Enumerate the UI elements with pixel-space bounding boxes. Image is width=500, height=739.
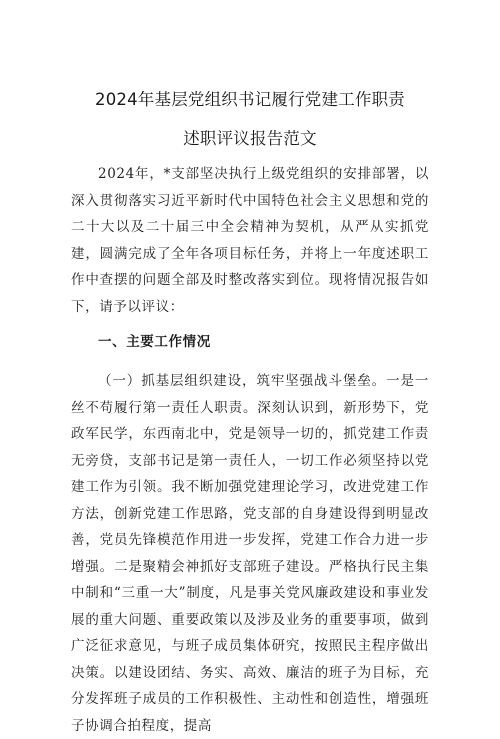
intro-paragraph: 2024年，*支部坚决执行上级党组织的安排部署，以深入贯彻落实习近平新时代中国特色社会主义思想和党的二十大以及二十届三中全会精神为契机，从严从实抓党建，圆满完成了全年各项目标任务，并将上一年度述职工作中查摆的问题全部及时整改落实到位。现将情况报告如下，请予以评议： [71,166,429,315]
section-heading: 一、主要工作情况 [98,334,211,350]
document-body [71,161,429,739]
document-title-line2: 述职评议报告范文 [183,129,317,148]
document-title-line1: 2024年基层党组织书记履行党建工作职责 [95,90,405,109]
section-paragraph: （一）抓基层组织建设，筑牢坚强战斗堡垒。一是一丝不苟履行第一责任人职责。深刻认识到，新形势下，党政军民学，东西南北中，党是领导一切的，抓党建工作责无旁贷，支部书记是第一责任人，一切工作必须坚持以党建工作为引领。我不断加强党建理论学习，改进党建工作方法，创新党建工作思路，党支部的自身建设得到明显改善，党员先锋模范作用进一步发挥，党建工作合力进一步增强。二是聚精会神抓好支部班子建设。严格执行民主集中制和“三重一大”制度，凡是事关党风廉政建设和事业发展的重大问题、重要政策以及涉及业务的重要事项，做到广泛征求意见，与班子成员集体研究，按照民主程序做出决策。以建设团结、务实、高效、廉洁的班子为目标，充分发挥班子成员的工作积极性、主动性和创造性，增强班子协调合拍程度，提高 [71,373,429,734]
